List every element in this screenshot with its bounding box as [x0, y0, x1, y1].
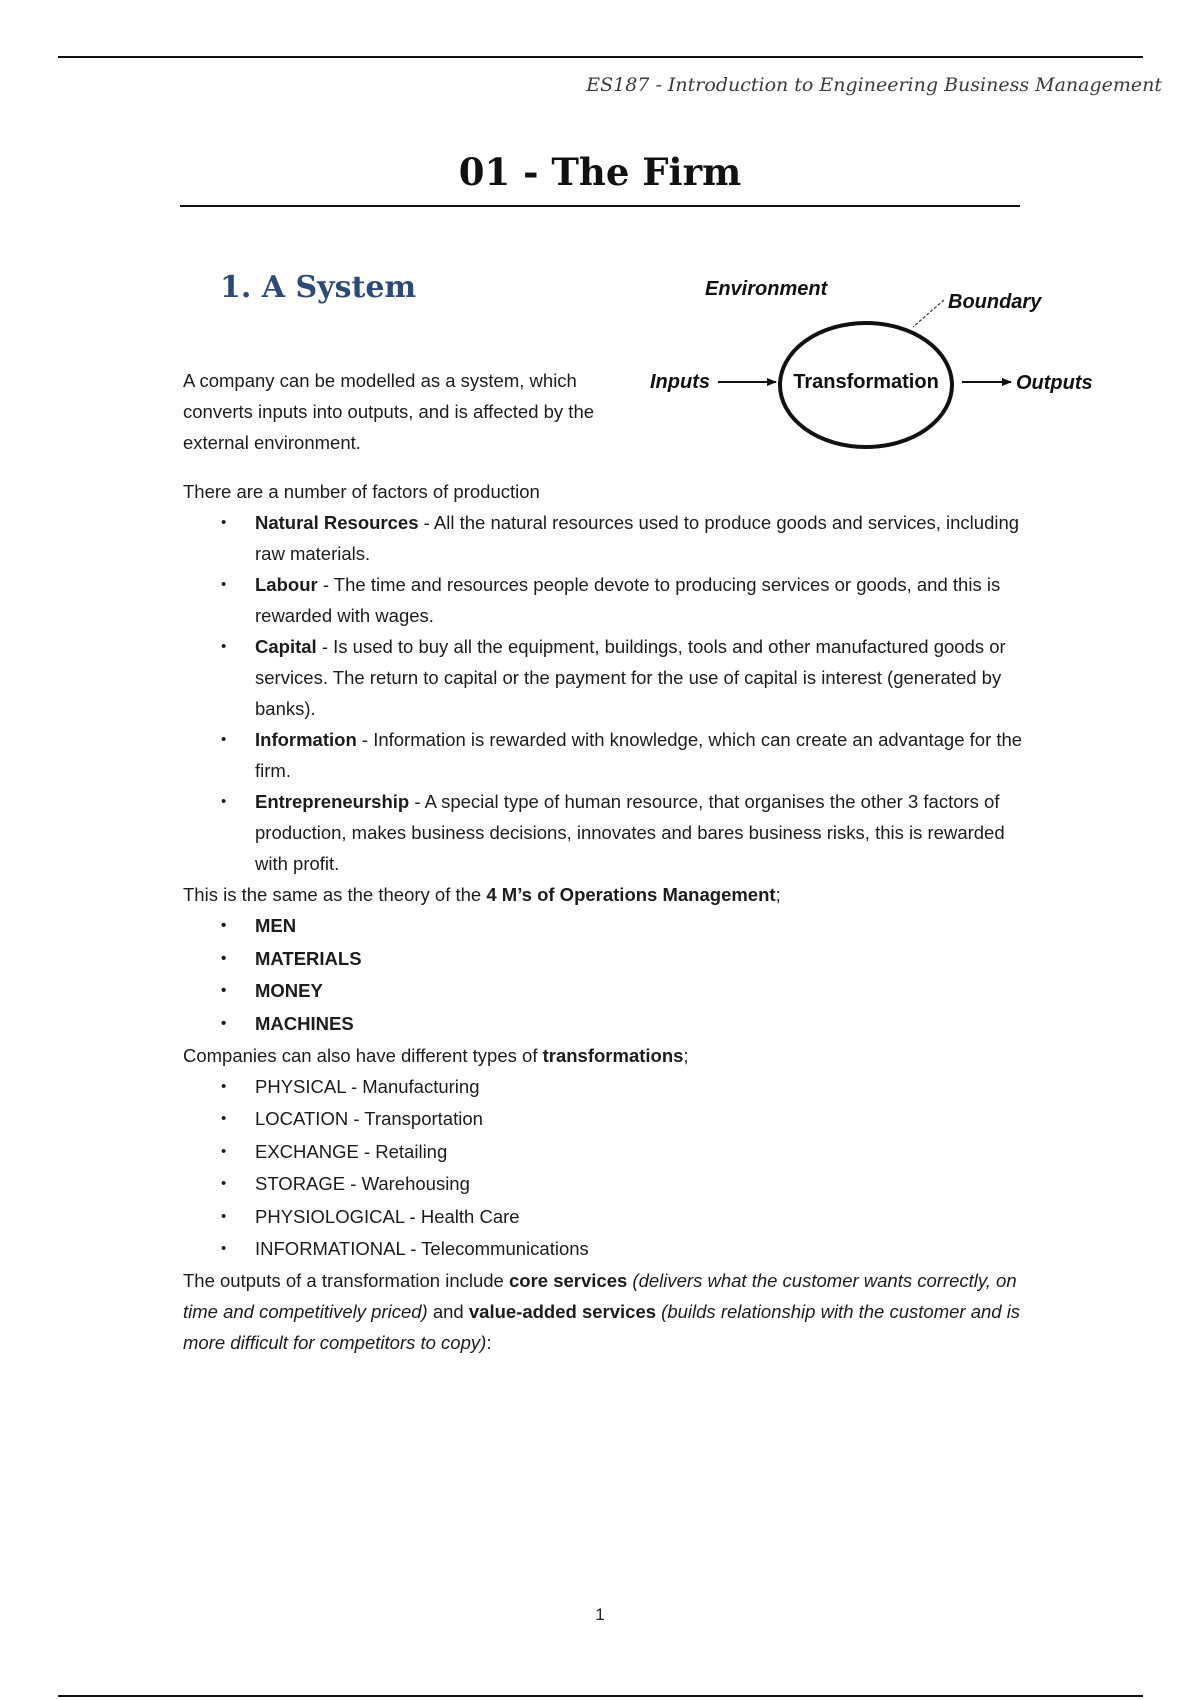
running-header: ES187 - Introduction to Engineering Business Management [586, 74, 1162, 96]
transformation-label: LOCATION - Transportation [255, 1108, 483, 1130]
four-m-item [183, 910, 1033, 943]
transformation-label: INFORMATIONAL - Telecommunications [255, 1238, 589, 1260]
system-diagram [630, 255, 1110, 455]
bullet-icon: • [221, 793, 227, 810]
factor-item [183, 631, 1033, 724]
transformations-intro-end: ; [683, 1045, 689, 1066]
transformations-list [183, 1071, 1033, 1265]
transformation-item [183, 1103, 1033, 1135]
bullet-icon: • [221, 982, 227, 999]
page-number: 1 [595, 1605, 605, 1624]
factor-term: Information [255, 729, 357, 750]
transformation-label: STORAGE - Warehousing [255, 1173, 470, 1195]
factor-description: - A special type of human resource, that organises the other 3 factors of production, makes business decisions, innovates and bares business risks, this is rewarded with profit. [255, 791, 1005, 874]
four-m-list [183, 910, 1033, 1040]
inputs-label: Inputs [650, 371, 710, 393]
four-m-item [183, 975, 1033, 1008]
factor-description: - All the natural resources used to produce goods and services, including raw materials. [255, 512, 1020, 564]
bullet-icon: • [221, 576, 227, 593]
bullet-icon: • [221, 1175, 227, 1193]
section-heading: 1. A System [220, 270, 417, 305]
four-m-label: MEN [255, 915, 297, 936]
factor-term: Capital [255, 636, 317, 657]
bullet-icon: • [221, 638, 227, 655]
factor-item [183, 786, 1033, 879]
transformation-label: PHYSICAL - Manufacturing [255, 1076, 480, 1097]
bullet-icon: • [221, 1078, 227, 1095]
four-m-intro [183, 879, 1033, 910]
transformation-item [183, 1201, 1033, 1233]
bullet-icon: • [221, 1240, 227, 1258]
four-m-intro-term: 4 M’s of Operations Management [486, 884, 776, 905]
transformation-label: EXCHANGE - Retailing [255, 1140, 448, 1162]
four-m-intro-text: This is the same as the theory of the [183, 884, 487, 905]
system-intro-paragraph: A company can be modelled as a system, which converts inputs into outputs, and is affected by the external environment. [183, 370, 595, 453]
title-underline [180, 205, 1020, 207]
document-title: 01 - The Firm [458, 150, 742, 194]
factors-list [183, 507, 1033, 879]
factors-intro: There are a number of factors of production [183, 481, 540, 502]
main-content [183, 476, 1033, 1358]
transformations-intro-term: transformations [542, 1045, 684, 1066]
value-added-note: (builds relationship with the customer and is more difficult for competitors to copy) [183, 1301, 1021, 1354]
outputs-label: Outputs [1016, 372, 1093, 394]
factor-item [183, 724, 1033, 786]
core-services-note: (delivers what the customer wants correctly, on time and competitively priced) [183, 1270, 1017, 1323]
top-rule [58, 56, 1143, 58]
transformations-intro-text: Companies can also have different types of [183, 1045, 543, 1066]
transformation-item [183, 1136, 1033, 1168]
bullet-icon: • [221, 1142, 227, 1160]
four-m-intro-end: ; [775, 884, 781, 905]
core-services-term: core services [509, 1270, 628, 1292]
four-m-label: MATERIALS [255, 947, 362, 969]
bullet-icon: • [221, 1207, 227, 1225]
factor-description: - Is used to buy all the equipment, buildings, tools and other manufactured goods or services. The return to capital or the payment for the use of capital is interest (generated by banks). [255, 636, 1006, 719]
bullet-icon: • [221, 1014, 227, 1032]
factor-term: Labour [255, 574, 318, 595]
boundary-label: Boundary [948, 291, 1042, 313]
bullet-icon: • [221, 917, 227, 934]
transformation-label: PHYSIOLOGICAL - Health Care [255, 1205, 520, 1227]
four-m-item [183, 1008, 1033, 1041]
outputs-paragraph [183, 1265, 1033, 1358]
factor-description: - The time and resources people devote to producing services or goods, and this is rewarded with wages. [255, 574, 1001, 626]
factor-term: Natural Resources [255, 512, 419, 533]
transformation-label: Transformation [793, 371, 939, 393]
outputs-text: The outputs of a transformation include [183, 1270, 509, 1292]
four-m-label: MONEY [255, 980, 323, 1001]
bullet-icon: • [221, 514, 227, 531]
bullet-icon: • [221, 1110, 227, 1128]
outputs-conjunction: and [427, 1301, 469, 1323]
four-m-label: MACHINES [255, 1012, 354, 1034]
outputs-end: : [486, 1332, 492, 1354]
factor-item [183, 569, 1033, 631]
transformations-intro [183, 1040, 1033, 1071]
transformation-item [183, 1168, 1033, 1200]
environment-label: Environment [705, 278, 828, 300]
bottom-rule [58, 1695, 1143, 1697]
bullet-icon: • [221, 949, 227, 967]
factor-item [183, 507, 1033, 569]
factor-description: - Information is rewarded with knowledge, which can create an advantage for the firm. [255, 729, 1023, 781]
value-added-term: value-added services [468, 1301, 657, 1323]
four-m-item [183, 943, 1033, 976]
boundary-pointer [913, 300, 944, 327]
bullet-icon: • [221, 731, 227, 748]
transformation-item [183, 1071, 1033, 1103]
transformation-item [183, 1233, 1033, 1265]
factor-term: Entrepreneurship [255, 791, 410, 812]
